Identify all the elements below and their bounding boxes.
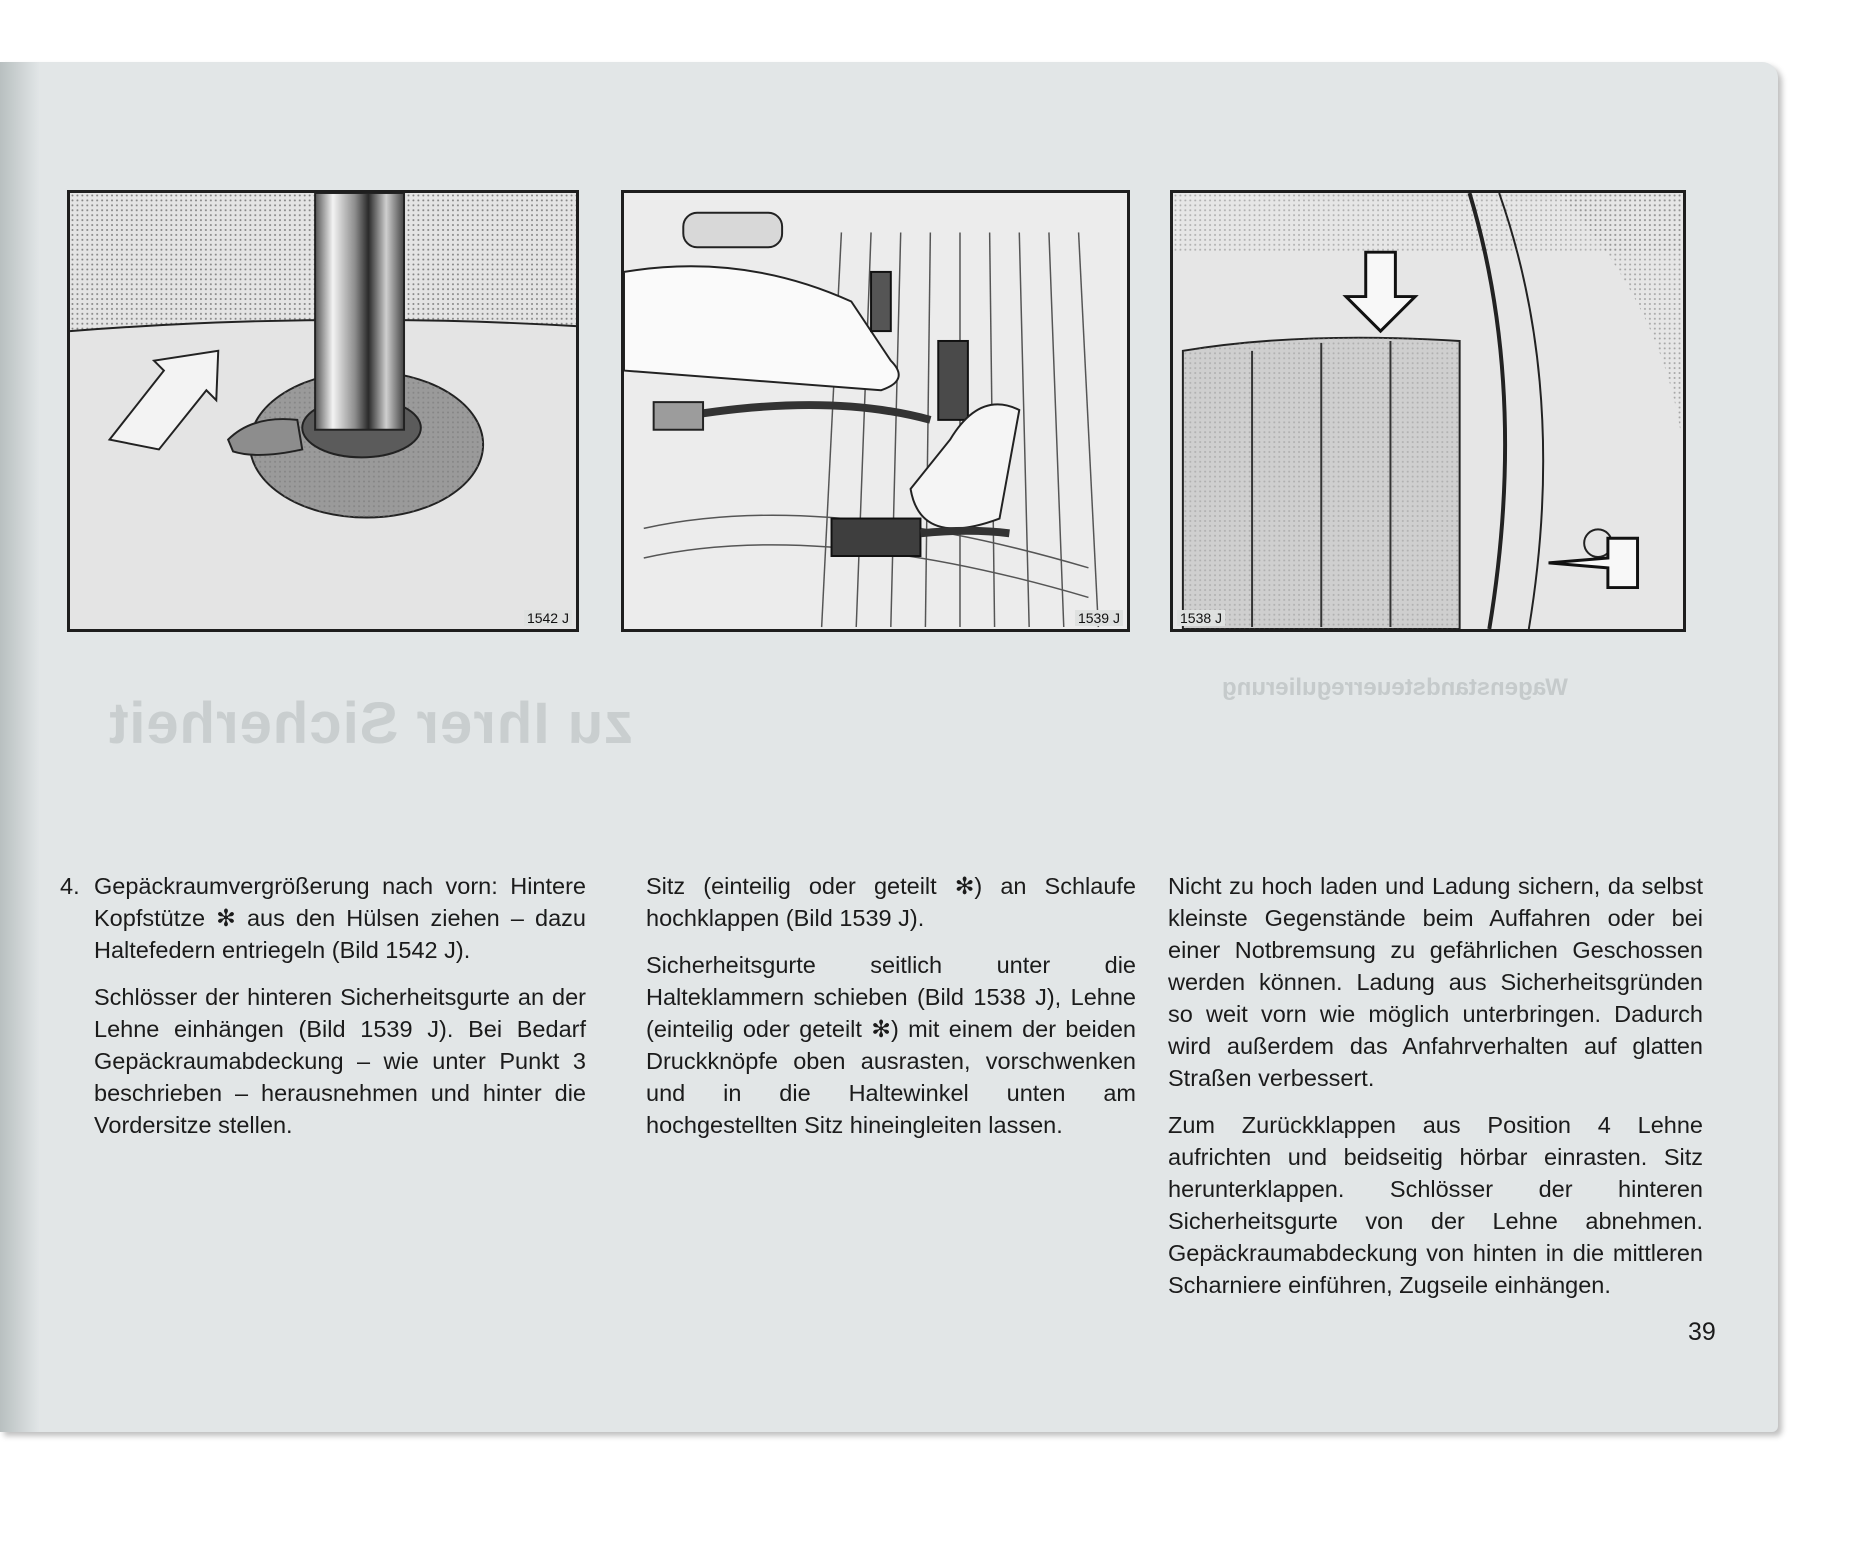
page-gutter-shadow xyxy=(0,62,40,1432)
paragraph: Sitz (einteilig oder geteilt ✻) an Schlaufe hochklappen (Bild 1539 J). xyxy=(646,873,1136,931)
show-through-heading: zu Ihrer Sicherheit xyxy=(108,691,634,756)
show-through-right-heading: Wagenstandsteuerregulierung xyxy=(1222,674,1568,701)
text-column-2 xyxy=(646,870,1136,1156)
figure-label: 1542 J xyxy=(524,610,572,626)
paragraph: Nicht zu hoch laden und Ladung sichern, da selbst kleinste Gegenstände beim Auffahren oder bei einer Notbremsung zu gefährlichen Geschossen werden können. Ladung aus Sicherheitsgründen so weit vorn wie möglich unterbringen. Dadurch wird außerdem das Anfahrverhalten auf glatten Straßen verbessert. xyxy=(1168,873,1703,1091)
seat-belt-buckle-illustration xyxy=(624,193,1127,629)
paragraph: Zum Zurückklappen aus Position 4 Lehne aufrichten und beidseitig hörbar einrasten. Sitz herunterklappen. Schlösser der hinteren Sicherheitsgurte von der Lehne abnehmen. Gepäckraumabdeckung von hinten in die mittleren Scharniere einführen, Zugseile einhängen. xyxy=(1168,1112,1703,1298)
text-column-1 xyxy=(60,870,586,1156)
manual-page xyxy=(0,62,1778,1432)
list-item-text: Gepäckraumvergrößerung nach vorn: Hintere Kopfstütze ✻ aus den Hülsen ziehen – dazu Haltefedern entriegeln (Bild 1542 J). xyxy=(94,873,586,963)
list-item-number: 4. xyxy=(60,873,80,899)
figure-label: 1538 J xyxy=(1177,610,1225,626)
page-number: 39 xyxy=(1688,1318,1716,1346)
retaining-clip-illustration xyxy=(1173,193,1683,629)
paragraph: Sicherheitsgurte seitlich unter die Halteklammern schieben (Bild 1538 J), Lehne (einteilig oder geteilt ✻) mit einem der beiden Druckknöpfe oben ausrasten, vorschwenken und in die Haltewinkel unten am hochgestellten Sitz hineingleiten lassen. xyxy=(646,952,1136,1138)
head-restraint-illustration xyxy=(70,193,576,629)
figure-label: 1539 J xyxy=(1075,610,1123,626)
text-column-3 xyxy=(1168,870,1703,1316)
figure-1539 xyxy=(621,190,1130,632)
figure-1538 xyxy=(1170,190,1686,632)
list-item-4 xyxy=(60,870,586,966)
paragraph: Schlösser der hinteren Sicherheitsgurte an der Lehne einhängen (Bild 1539 J). Bei Bedarf Gepäckraumabdeckung – wie unter Punkt 3 beschrieben – herausnehmen und hinter die Vordersitze stellen. xyxy=(94,984,586,1138)
figure-1542 xyxy=(67,190,579,632)
